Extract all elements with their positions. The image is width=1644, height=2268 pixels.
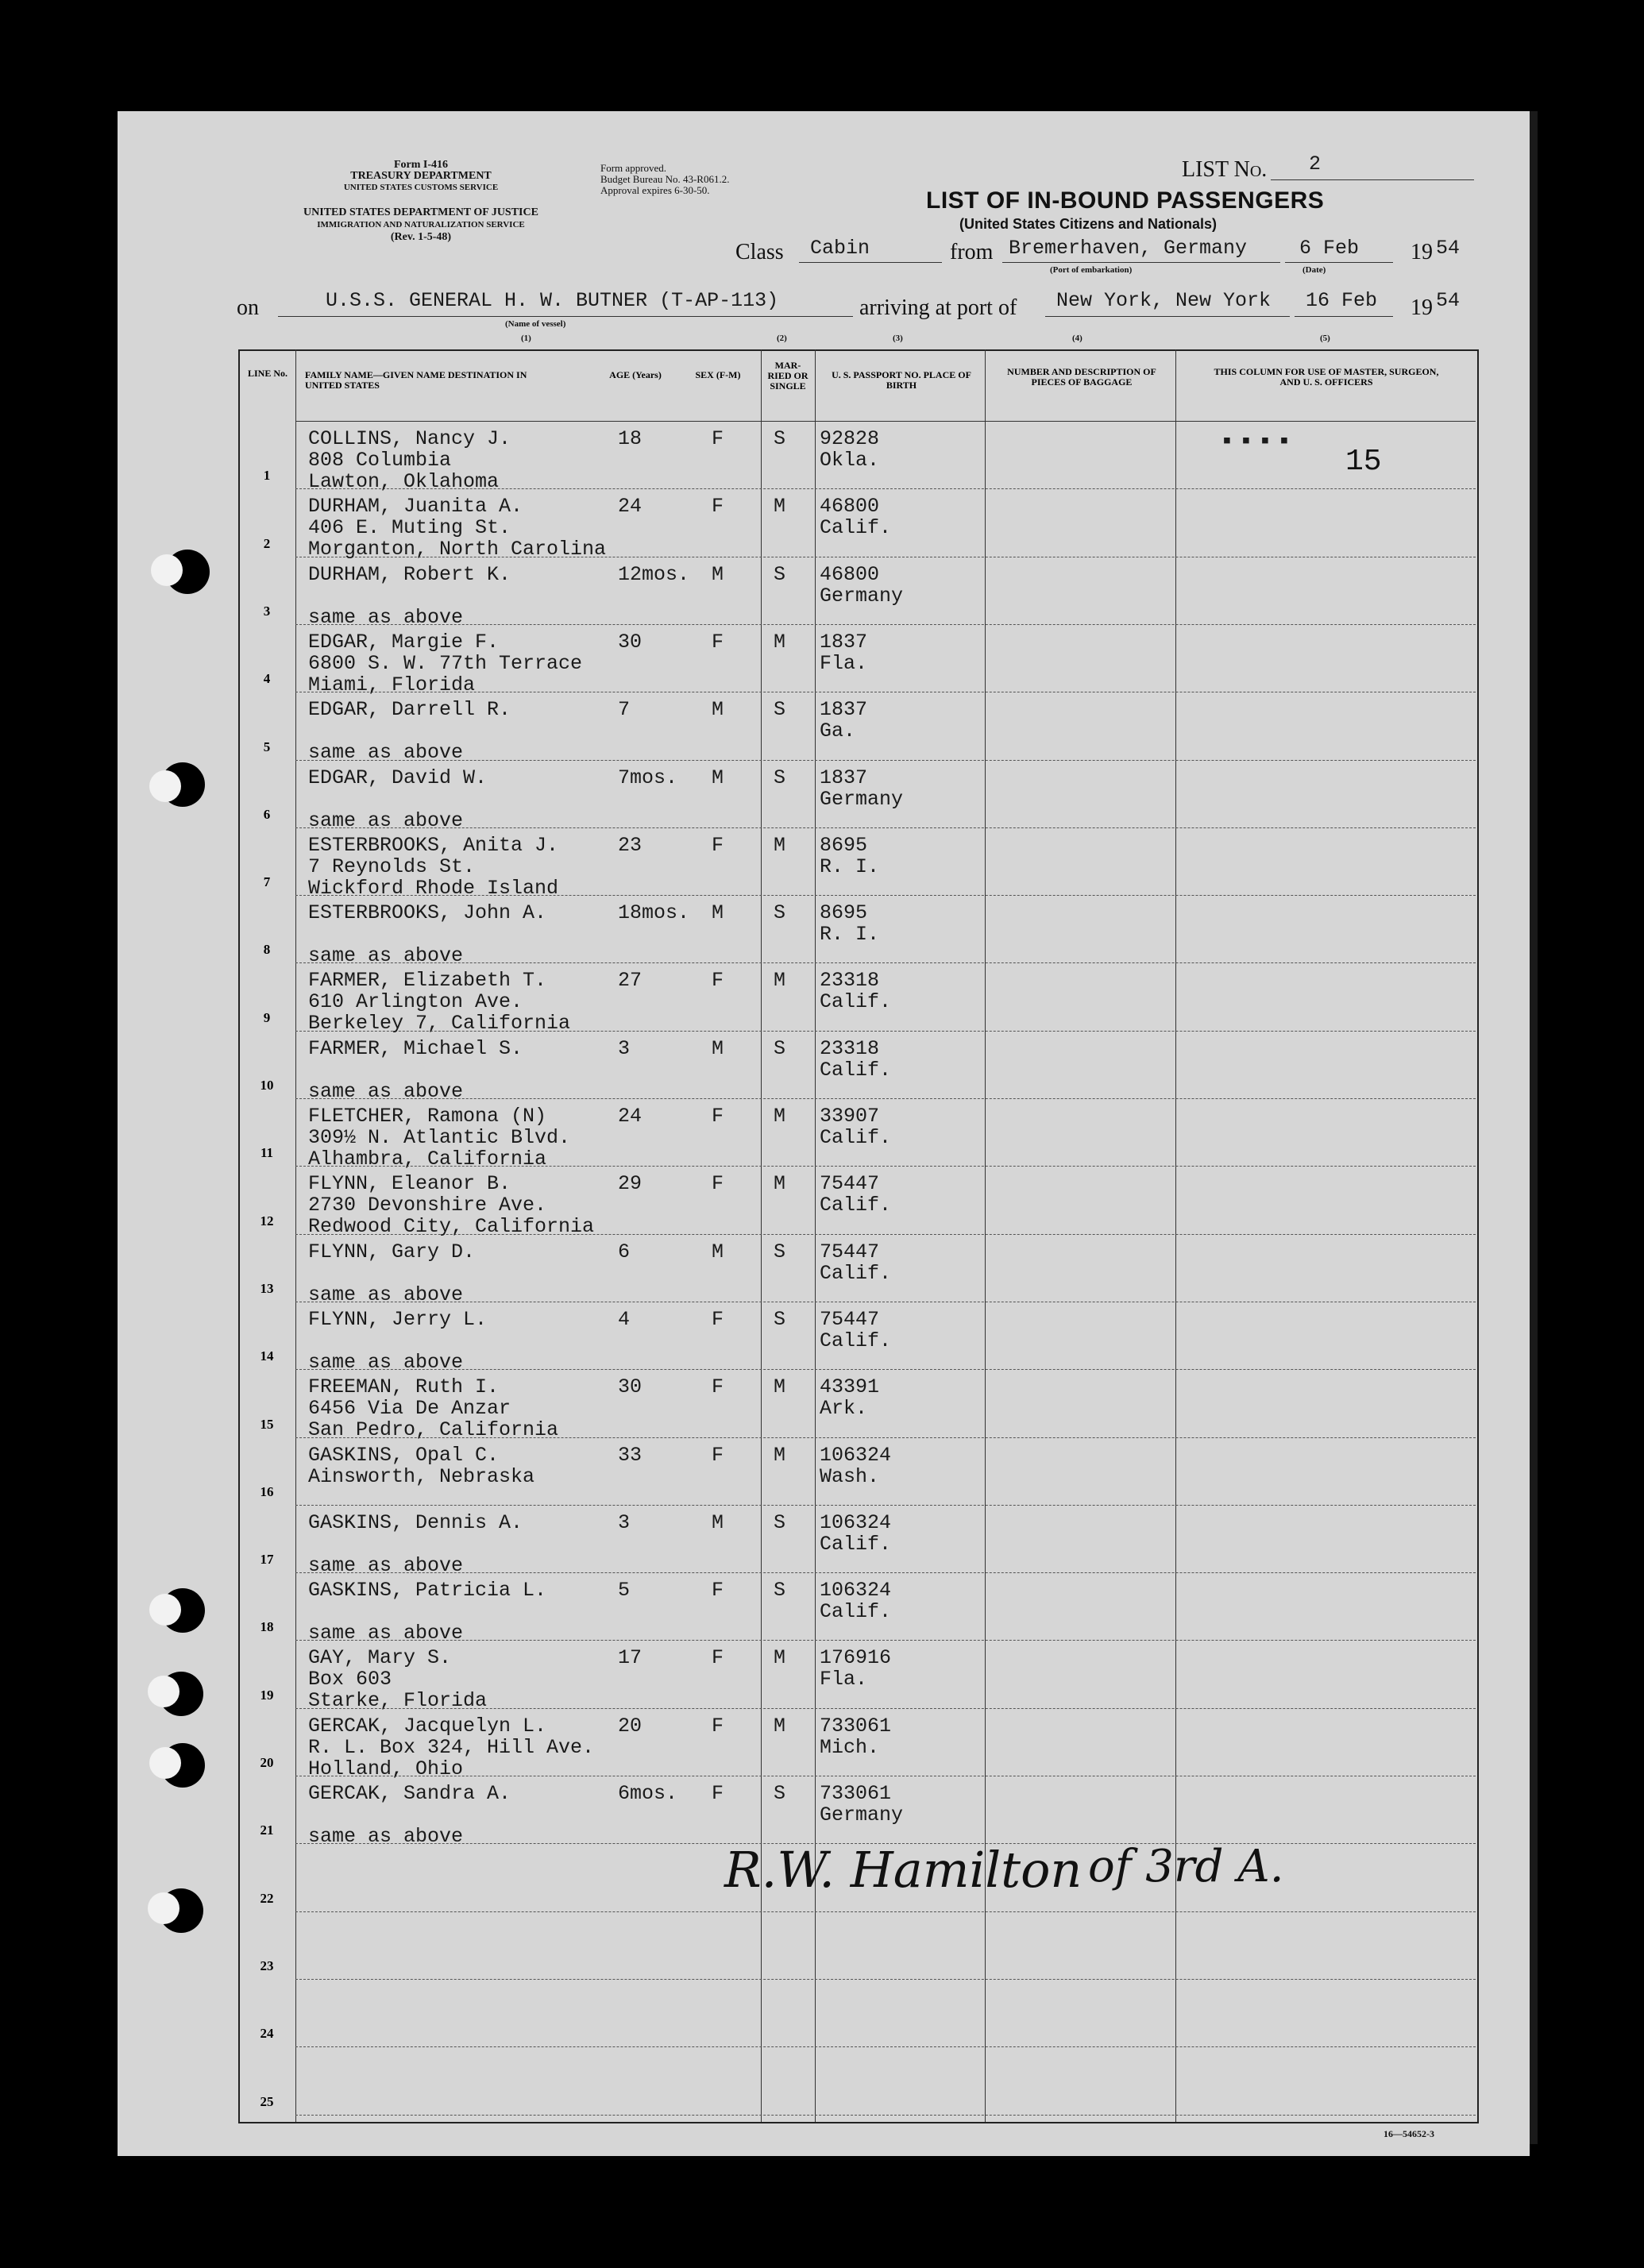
place-of-birth: Germany	[820, 584, 904, 608]
passenger-address-2: same as above	[308, 1553, 464, 1577]
place-of-birth: Fla.	[820, 651, 868, 675]
line-number: 18	[260, 1619, 274, 1635]
row-divider	[295, 2046, 1476, 2047]
passenger-sex: F	[712, 1172, 724, 1196]
passenger-address-2: same as above	[308, 741, 464, 765]
embark-date-line	[1285, 262, 1393, 263]
passenger-marital-status: S	[774, 427, 786, 450]
row-divider	[295, 1979, 1476, 1980]
place-of-birth: Okla.	[820, 449, 880, 472]
passenger-name: COLLINS, Nancy J.	[308, 427, 511, 450]
passenger-address-1: Ainsworth, Nebraska	[308, 1464, 535, 1488]
line-number: 20	[260, 1755, 274, 1770]
place-of-birth: R. I.	[820, 854, 880, 878]
row-divider	[295, 1505, 1476, 1506]
passenger-address-1: 406 E. Muting St.	[308, 516, 511, 540]
place-of-birth: Calif.	[820, 1058, 892, 1082]
passenger-sex: F	[712, 1579, 724, 1603]
class-line	[799, 262, 942, 263]
passenger-sex: M	[712, 901, 724, 925]
passenger-address-2: same as above	[308, 605, 464, 629]
arrival-year: 54	[1436, 289, 1461, 312]
passenger-marital-status: M	[774, 495, 786, 519]
col-header-married: MAR-RIED OR SINGLE	[767, 360, 808, 392]
place-of-birth: Calif.	[820, 990, 892, 1014]
passenger-address-2: Morganton, North Carolina	[308, 538, 607, 561]
passenger-name: GERCAK, Sandra A.	[308, 1782, 511, 1805]
list-number-line	[1271, 179, 1474, 180]
passenger-sex: F	[712, 495, 724, 519]
line-number: 2	[263, 535, 271, 551]
place-of-birth: Calif.	[820, 1126, 892, 1149]
line-number: 15	[260, 1416, 274, 1432]
passenger-name: EDGAR, Margie F.	[308, 630, 500, 654]
class-value: Cabin	[810, 237, 870, 260]
form-number: Form I-416	[393, 159, 449, 171]
col-header-baggage: NUMBER AND DESCRIPTION OF PIECES OF BAGGAGE	[1007, 366, 1156, 388]
place-of-birth: Calif.	[820, 1329, 892, 1352]
passenger-address-2: same as above	[308, 944, 464, 968]
passenger-marital-status: S	[774, 1782, 786, 1805]
passenger-name: FLYNN, Eleanor B.	[308, 1172, 511, 1196]
col-header-line-no: LINE No.	[247, 368, 288, 379]
passenger-name: ESTERBROOKS, John A.	[308, 901, 547, 925]
line-number: 24	[260, 2026, 274, 2042]
row-divider	[295, 1098, 1476, 1099]
passenger-address-2: San Pedro, California	[308, 1418, 559, 1442]
passenger-name: EDGAR, David W.	[308, 766, 488, 789]
passenger-address-2: same as above	[308, 1825, 464, 1848]
passenger-address-1: Box 603	[308, 1668, 392, 1691]
binder-hole	[149, 1594, 181, 1626]
date-caption: (Date)	[1302, 265, 1326, 275]
passport-number: 23318	[820, 1036, 880, 1060]
passport-number: 106324	[820, 1510, 892, 1534]
passenger-name: GASKINS, Opal C.	[308, 1443, 500, 1467]
passenger-name: GAY, Mary S.	[308, 1646, 452, 1670]
line-number: 11	[260, 1145, 274, 1161]
passenger-address-1: 309½ N. Atlantic Blvd.	[308, 1126, 571, 1149]
passenger-marital-status: S	[774, 698, 786, 722]
passenger-address-2: same as above	[308, 1282, 464, 1306]
col-number-4: (4)	[1072, 334, 1082, 343]
passport-number: 733061	[820, 1782, 892, 1805]
passport-number: 43391	[820, 1375, 880, 1399]
passport-number: 733061	[820, 1714, 892, 1738]
passenger-age: 29	[618, 1172, 643, 1196]
vessel-line	[278, 316, 853, 317]
approval-expires: Approval expires 6-30-50.	[600, 184, 710, 196]
passport-number: 75447	[820, 1240, 880, 1263]
passenger-age: 17	[618, 1646, 643, 1670]
passenger-name: FLETCHER, Ramona (N)	[308, 1105, 547, 1128]
passport-number: 23318	[820, 969, 880, 993]
passenger-name: GASKINS, Dennis A.	[308, 1510, 523, 1534]
passenger-sex: F	[712, 1307, 724, 1331]
line-number: 14	[260, 1348, 274, 1364]
passenger-marital-status: S	[774, 1579, 786, 1603]
passenger-sex: F	[712, 1646, 724, 1670]
passenger-name: DURHAM, Robert K.	[308, 562, 511, 586]
passenger-address-2: Alhambra, California	[308, 1148, 547, 1171]
passenger-marital-status: M	[774, 630, 786, 654]
passenger-address-2: same as above	[308, 1079, 464, 1103]
passenger-sex: F	[712, 630, 724, 654]
passenger-address-2: Berkeley 7, California	[308, 1012, 571, 1036]
passenger-sex: F	[712, 1782, 724, 1805]
col-header-age: AGE (Years)	[609, 369, 662, 380]
passenger-address-1: 610 Arlington Ave.	[308, 990, 523, 1014]
passenger-age: 24	[618, 1105, 643, 1128]
passenger-name: DURHAM, Juanita A.	[308, 495, 523, 519]
place-of-birth: Fla.	[820, 1668, 868, 1691]
passenger-sex: F	[712, 1443, 724, 1467]
arrival-date-line	[1295, 316, 1393, 317]
line-number: 8	[263, 942, 271, 958]
line-number: 3	[263, 603, 271, 619]
passenger-age: 27	[618, 969, 643, 993]
row-divider	[295, 624, 1476, 625]
passenger-address-2: Wickford Rhode Island	[308, 876, 559, 900]
passenger-sex: M	[712, 766, 724, 789]
passenger-age: 6mos.	[618, 1782, 678, 1805]
col-number-3: (3)	[893, 334, 903, 343]
line-number: 16	[260, 1483, 274, 1499]
vessel-caption: (Name of vessel)	[505, 319, 566, 329]
line-number: 1	[263, 468, 271, 484]
passenger-name: FLYNN, Jerry L.	[308, 1307, 488, 1331]
line-number: 23	[260, 1958, 274, 1973]
sheet-shadow	[1530, 111, 1538, 2144]
arrival-date: 16 Feb	[1306, 289, 1378, 312]
year-prefix: 19	[1411, 240, 1433, 264]
passenger-address-2: Holland, Ohio	[308, 1757, 464, 1780]
passenger-sex: M	[712, 1510, 724, 1534]
passport-number: 176916	[820, 1646, 892, 1670]
passenger-marital-status: M	[774, 833, 786, 857]
passport-number: 8695	[820, 833, 868, 857]
passport-number: 1837	[820, 766, 868, 789]
place-of-birth: Germany	[820, 787, 904, 811]
passenger-age: 23	[618, 833, 643, 857]
passenger-name: ESTERBROOKS, Anita J.	[308, 833, 559, 857]
signature-initials: of 3rd A.	[1088, 1841, 1284, 1892]
place-of-birth: Calif.	[820, 516, 892, 540]
place-of-birth: Ark.	[820, 1397, 868, 1421]
port-caption: (Port of embarkation)	[1050, 265, 1133, 275]
place-of-birth: Ga.	[820, 719, 856, 743]
row-divider	[295, 1911, 1476, 1912]
col-number-1: (1)	[521, 334, 531, 343]
passport-number: 92828	[820, 427, 880, 450]
passenger-age: 33	[618, 1443, 643, 1467]
list-number-label: LIST No.	[1182, 157, 1268, 182]
line-number: 25	[260, 2093, 274, 2109]
passport-number: 1837	[820, 698, 868, 722]
line-number: 5	[263, 739, 271, 754]
passport-number: 75447	[820, 1172, 880, 1196]
officer-stamp-marks: ▪▪▪▪	[1220, 429, 1297, 456]
passenger-marital-status: S	[774, 562, 786, 586]
line-number: 22	[260, 1890, 274, 1906]
embarkation-line	[1002, 262, 1280, 263]
passenger-sex: M	[712, 1036, 724, 1060]
line-number: 10	[260, 1078, 274, 1093]
passenger-name: FREEMAN, Ruth I.	[308, 1375, 500, 1399]
passenger-sex: F	[712, 833, 724, 857]
arriving-label: arriving at port of	[859, 295, 1017, 320]
passenger-sex: F	[712, 1714, 724, 1738]
revision-date: (Rev. 1-5-48)	[390, 231, 452, 243]
passenger-address-1: R. L. Box 324, Hill Ave.	[308, 1735, 595, 1759]
form-approved: Form approved.	[600, 162, 667, 174]
line-number: 6	[263, 806, 271, 822]
row-divider	[295, 760, 1476, 761]
place-of-birth: Calif.	[820, 1194, 892, 1217]
passenger-sex: F	[712, 969, 724, 993]
passenger-marital-status: M	[774, 1105, 786, 1128]
passenger-age: 7mos.	[618, 766, 678, 789]
passenger-address-2: Lawton, Oklahoma	[308, 470, 500, 493]
passenger-name: EDGAR, Darrell R.	[308, 698, 511, 722]
passenger-age: 6	[618, 1240, 631, 1263]
row-divider	[295, 827, 1476, 828]
passenger-marital-status: S	[774, 1036, 786, 1060]
passenger-age: 3	[618, 1510, 631, 1534]
passenger-age: 12mos.	[618, 562, 690, 586]
passenger-sex: F	[712, 427, 724, 450]
passenger-sex: M	[712, 1240, 724, 1263]
justice-department: UNITED STATES DEPARTMENT OF JUSTICE	[303, 206, 538, 218]
passenger-marital-status: S	[774, 1307, 786, 1331]
passenger-marital-status: M	[774, 1375, 786, 1399]
officer-signature: R.W. Hamilton	[724, 1841, 1082, 1899]
embarkation-year: 54	[1436, 237, 1461, 260]
class-label: Class	[735, 240, 784, 264]
passenger-address-1: 6456 Via De Anzar	[308, 1397, 511, 1421]
passport-number: 46800	[820, 562, 880, 586]
year-prefix-2: 19	[1411, 295, 1433, 320]
binder-hole	[149, 770, 181, 802]
line-number: 7	[263, 874, 271, 890]
line-number: 13	[260, 1280, 274, 1296]
passport-number: 106324	[820, 1579, 892, 1603]
passenger-name: FARMER, Elizabeth T.	[308, 969, 547, 993]
passenger-marital-status: S	[774, 1510, 786, 1534]
col-header-officers: THIS COLUMN FOR USE OF MASTER, SURGEON, AND U. S. OFFICERS	[1214, 366, 1439, 388]
passenger-sex: M	[712, 698, 724, 722]
passport-number: 46800	[820, 495, 880, 519]
passenger-name: GERCAK, Jacquelyn L.	[308, 1714, 547, 1738]
binder-hole	[148, 1676, 179, 1707]
col-number-2: (2)	[777, 334, 787, 343]
arrival-port: New York, New York	[1056, 289, 1272, 312]
passenger-address-1: 2730 Devonshire Ave.	[308, 1194, 547, 1217]
passenger-address-1: 7 Reynolds St.	[308, 854, 476, 878]
passenger-name: GASKINS, Patricia L.	[308, 1579, 547, 1603]
passenger-marital-status: S	[774, 1240, 786, 1263]
passport-number: 106324	[820, 1443, 892, 1467]
passenger-age: 24	[618, 495, 643, 519]
place-of-birth: Calif.	[820, 1532, 892, 1556]
passenger-age: 20	[618, 1714, 643, 1738]
row-divider	[295, 962, 1476, 963]
passenger-sex: M	[712, 562, 724, 586]
passenger-marital-status: S	[774, 901, 786, 925]
list-number-value: 2	[1309, 152, 1322, 176]
binder-hole	[148, 1892, 179, 1924]
port-of-embarkation: Bremerhaven, Germany	[1009, 237, 1248, 260]
passenger-address-2: same as above	[308, 808, 464, 832]
passenger-address-2: same as above	[308, 1622, 464, 1645]
passport-number: 1837	[820, 630, 868, 654]
from-label: from	[950, 240, 994, 264]
passport-number: 8695	[820, 901, 868, 925]
budget-bureau: Budget Bureau No. 43-R061.2.	[600, 173, 730, 185]
passenger-marital-status: M	[774, 1714, 786, 1738]
passenger-age: 30	[618, 1375, 643, 1399]
passenger-address-2: Miami, Florida	[308, 673, 476, 696]
passenger-age: 18mos.	[618, 901, 690, 925]
officer-stamp-number: 15	[1345, 445, 1382, 479]
header-divider	[295, 421, 1476, 422]
binder-hole	[149, 1747, 181, 1779]
place-of-birth: Germany	[820, 1803, 904, 1826]
passenger-age: 7	[618, 698, 631, 722]
col-number-5: (5)	[1320, 334, 1330, 343]
passenger-address-2: Starke, Florida	[308, 1689, 488, 1713]
row-divider	[295, 2115, 1476, 2116]
page-title: LIST OF IN-BOUND PASSENGERS	[926, 187, 1325, 214]
passenger-age: 30	[618, 630, 643, 654]
place-of-birth: Mich.	[820, 1735, 880, 1759]
immigration-service: IMMIGRATION AND NATURALIZATION SERVICE	[317, 220, 525, 230]
line-number: 12	[260, 1213, 274, 1228]
page-subtitle: (United States Citizens and Nationals)	[959, 216, 1218, 232]
col-header-passport: U. S. PASSPORT NO. PLACE OF BIRTH	[832, 369, 971, 391]
place-of-birth: Calif.	[820, 1600, 892, 1624]
arrival-port-line	[1045, 316, 1290, 317]
passenger-marital-status: M	[774, 969, 786, 993]
passenger-age: 18	[618, 427, 643, 450]
customs-service: UNITED STATES CUSTOMS SERVICE	[343, 183, 499, 192]
passport-number: 33907	[820, 1105, 880, 1128]
binder-hole	[151, 554, 183, 586]
passenger-address-2: Redwood City, California	[308, 1215, 595, 1239]
passenger-age: 4	[618, 1307, 631, 1331]
row-divider	[295, 1572, 1476, 1573]
passenger-address-1: 6800 S. W. 77th Terrace	[308, 651, 583, 675]
footer-code: 16—54652-3	[1384, 2128, 1434, 2139]
passenger-marital-status: M	[774, 1646, 786, 1670]
place-of-birth: R. I.	[820, 923, 880, 947]
row-divider	[295, 1369, 1476, 1370]
embarkation-date: 6 Feb	[1299, 237, 1360, 260]
line-number: 21	[260, 1822, 274, 1838]
col-header-name: FAMILY NAME—GIVEN NAME DESTINATION IN UNITED STATES	[305, 369, 527, 391]
passenger-age: 3	[618, 1036, 631, 1060]
passenger-marital-status: S	[774, 766, 786, 789]
vessel-name: U.S.S. GENERAL H. W. BUTNER (T-AP-113)	[326, 289, 779, 312]
passenger-address-2: same as above	[308, 1350, 464, 1374]
line-number: 9	[263, 1009, 271, 1025]
passenger-sex: F	[712, 1375, 724, 1399]
passenger-marital-status: M	[774, 1443, 786, 1467]
row-divider	[295, 1640, 1476, 1641]
line-number: 19	[260, 1687, 274, 1703]
passenger-marital-status: M	[774, 1172, 786, 1196]
col-header-sex: SEX (F-M)	[695, 369, 741, 380]
passenger-address-1: 808 Columbia	[308, 449, 452, 472]
passenger-age: 5	[618, 1579, 631, 1603]
place-of-birth: Calif.	[820, 1261, 892, 1285]
col-divider	[295, 349, 296, 2122]
passport-number: 75447	[820, 1307, 880, 1331]
line-number: 17	[260, 1552, 274, 1568]
place-of-birth: Wash.	[820, 1464, 880, 1488]
passenger-name: FLYNN, Gary D.	[308, 1240, 476, 1263]
treasury-department: TREASURY DEPARTMENT	[350, 170, 492, 182]
line-number: 4	[263, 671, 271, 687]
passenger-sex: F	[712, 1105, 724, 1128]
on-label: on	[237, 295, 259, 320]
passenger-name: FARMER, Michael S.	[308, 1036, 523, 1060]
